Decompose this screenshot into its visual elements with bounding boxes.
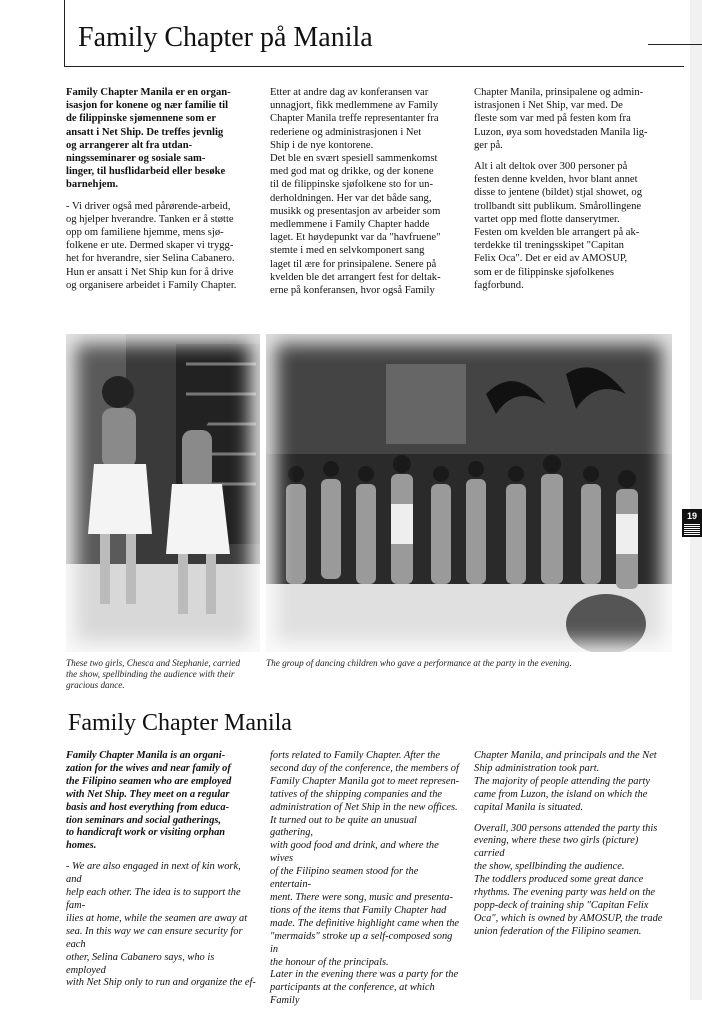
norwegian-col2-body: Etter at andre dag av konferansen var unnagjort, fikk medlemmene av Family Chapter Manila treffe representanter fra rederiene og administrasjonen i Net Ship i de nye kontorene. Det ble en svært spesiell sammenkomst med god mat og drikke, og der konene til de filippinske sjøfolkene sto for un- derholdningen. Her var det både sang, musikk og presentasjon av arbeider som medlemmene i Family Chapter hadde laget. Et høydepunkt var da "havfruene" stemte i med en selvkomponert sang laget til ære for prinsipalene. Senere på kvelden ble det arrangert fest for deltak- erne på konferansen, hvor også Family bbox=[270, 87, 441, 297]
header-vertical-rule bbox=[64, 0, 65, 66]
english-column-3 bbox=[474, 750, 664, 947]
english-col3-p2: Overall, 300 persons attended the party this evening, where these two girls (picture) carried the show, spellbinding the audience. The toddlers produced some great dance rhythms. The evening party was held on the popp-deck of training ship "Capitan Felix Oca", which is owned by AMOSUP, the trade union federation of the Filipino seamen. bbox=[474, 822, 663, 937]
norwegian-col3-p1: Chapter Manila, prinsipalene og admin- istrasjonen i Net Ship, var med. De fleste som var med på festen kom fra Luzon, øya som hovedstaden Manila lig- ger på. bbox=[474, 87, 648, 151]
page-tab-stripes bbox=[684, 523, 700, 535]
english-col1-body: - We are also engaged in next of kin work, and help each other. The idea is to support the fam- ilies at home, while the seamen are away at sea. In this way we can ensure security for each other, Selina Cabanero says, who is employed with Net Ship only to run and organize the ef- bbox=[66, 861, 256, 989]
norwegian-column-2 bbox=[270, 86, 460, 305]
photo-two-girls-dancing bbox=[66, 334, 260, 652]
norwegian-col3-p2: Alt i alt deltok over 300 personer på festen denne kvelden, hvor blant annet disse to jentene (bildet) stjal showet, og trollbandt sitt publikum. Smårollingene vartet opp med flotte danserytmer. Festen om kvelden ble arrangert på ak- terdekke til treningsskipet "Capitan Felix Oca". Det er eid av AMOSUP, som er de filippinske sjøfolkenes fagforbund. bbox=[474, 161, 642, 291]
norwegian-lead: Family Chapter Manila er en organ- isasjon for konene og nær familie til de filippinske sjømennene som er ansatt i Net Ship. De treffes jevnlig og arrangerer alt fra utdan- ningsseminarer og sosiale sam- linger, til husflidarbeid eller besøke barnehjem. bbox=[66, 87, 231, 191]
norwegian-column-3 bbox=[474, 86, 664, 300]
english-col2-body: forts related to Family Chapter. After the second day of the conference, the members of Family Chapter Manila got to meet represen- tatives of the shipping companies and the administration of Net Ship in the new offices. It turned out to be quite an unusual gathering, with good food and drink, and where the wives of the Filipino seamen stood for the entertain- ment. There were song, music and presenta- tions of the items that Family Chapter had made. The definitive highlight came when the "mermaids" stroke up a self-composed song in the honour of the principals. Later in the evening there was a party for the participants at the conference, at which Family bbox=[270, 750, 460, 1007]
english-column-1 bbox=[66, 750, 256, 998]
page-title: Family Chapter på Manila bbox=[78, 22, 373, 53]
english-title: Family Chapter Manila bbox=[68, 710, 292, 736]
english-col3-p1: Chapter Manila, and principals and the Net Ship administration took part. The majority of people attending the party came from Luzon, the island on which the capital Manila is situated. bbox=[474, 750, 657, 813]
right-photo-caption: The group of dancing children who gave a performance at the party in the evening. bbox=[266, 658, 572, 668]
page-edge-strip bbox=[690, 0, 702, 1000]
english-lead: Family Chapter Manila is an organi- zation for the wives and near family of the Filipino seamen who are employed with Net Ship. They meet on a regular basis and host everything from educa- tion seminars and social gatherings, to handicraft work or visiting orphan homes. bbox=[66, 750, 232, 852]
page-number: 19 bbox=[686, 511, 697, 521]
left-photo-caption: These two girls, Chesca and Stephanie, carried the show, spellbinding the audience with their gracious dance. bbox=[66, 658, 241, 691]
header-margin-rule bbox=[648, 44, 702, 45]
english-column-2 bbox=[270, 750, 460, 1016]
photo-dancing-children-group bbox=[266, 334, 672, 652]
page-number-tab bbox=[682, 509, 702, 537]
norwegian-col1-body: - Vi driver også med pårørende-arbeid, og hjelper hverandre. Tanken er å støtte opp om familiene hjemme, mens sjø- folkene er ute. Dermed skaper vi trygg- het for hverandre, sier Selina Cabanero. Hun er ansatt i Net Ship kun for å drive og organisere arbeidet i Family Chapter. bbox=[66, 200, 237, 291]
header-horizontal-rule bbox=[64, 66, 684, 67]
norwegian-column-1 bbox=[66, 86, 256, 300]
